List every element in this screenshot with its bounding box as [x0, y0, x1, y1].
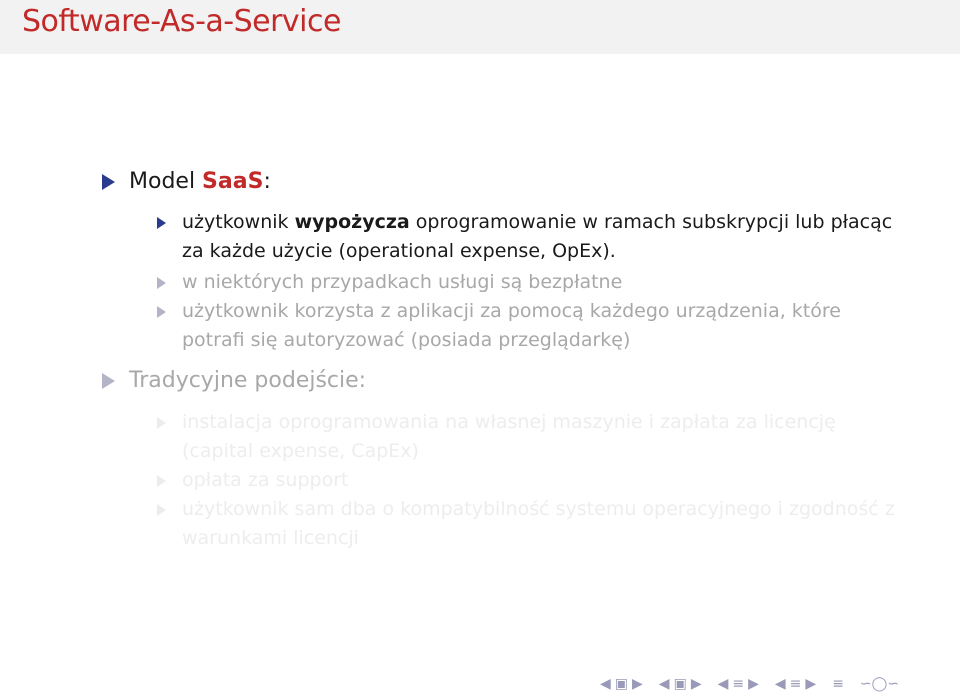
section2-item-3 [155, 495, 915, 553]
nav-first-icon[interactable]: ◀ [600, 676, 611, 692]
section2-heading [102, 367, 366, 395]
bullet-triangle-icon [157, 504, 166, 516]
nav-appendix-icon[interactable]: ≡ [832, 676, 844, 692]
bullet-triangle-icon [157, 417, 166, 429]
bullet-triangle-icon [157, 306, 166, 318]
slide-title: Software-As-a-Service [22, 4, 341, 39]
item-text: użytkownik sam dba o kompatybilność systemu operacyjnego i zgodność z warunkami licencji [182, 498, 895, 549]
nav-next-icon[interactable]: ▶ [632, 676, 643, 692]
nav-section-icon[interactable]: ≡ [789, 676, 802, 692]
section1-label-suffix: : [263, 169, 271, 194]
bullet-triangle-icon [157, 217, 166, 229]
bullet-triangle-icon [157, 277, 166, 289]
section1-item-3 [155, 297, 915, 355]
section1-label-highlight: SaaS [202, 169, 264, 194]
item-text: opłata za support [182, 469, 349, 491]
nav-next-subsection-icon[interactable]: ▶ [748, 676, 759, 692]
slide-header [0, 0, 960, 54]
nav-prev-section-icon[interactable]: ◀ [774, 676, 786, 692]
item-text-bold: wypożycza [294, 211, 410, 233]
item-text: w niektórych przypadkach usługi są bezpłatne [182, 271, 623, 293]
section1-label-prefix: Model [129, 169, 203, 194]
section2-item-2 [155, 466, 915, 495]
nav-frame-icon[interactable]: ▣ [673, 676, 687, 692]
beamer-nav-bar [600, 674, 956, 694]
bullet-triangle-icon [157, 475, 166, 487]
item-text: użytkownik korzysta z aplikacji za pomocą każdego urządzenia, które potrafi się autoryzować (posiada przeglądarkę) [182, 300, 841, 351]
nav-subsection-icon[interactable]: ≡ [732, 676, 745, 692]
item-text: użytkownik [182, 211, 295, 233]
nav-next-section-icon[interactable]: ▶ [805, 676, 817, 692]
nav-slide-icon[interactable]: ▣ [614, 676, 629, 692]
section1-item-1 [155, 208, 915, 266]
item-text: oprogramowanie w ramach subskrypcji lub płacąc za każde użycie (operational expense, OpEx). [182, 211, 899, 262]
nav-search-icon[interactable]: ∽◯∽ [859, 676, 900, 692]
section2-label: Tradycyjne podejście: [129, 368, 367, 393]
nav-prev-subsection-icon[interactable]: ◀ [717, 676, 729, 692]
nav-next-frame-icon[interactable]: ▶ [690, 676, 702, 692]
section1-heading [102, 168, 271, 196]
section2-item-1 [155, 408, 915, 466]
bullet-triangle-icon [102, 174, 115, 190]
nav-prev-frame-icon[interactable]: ◀ [658, 676, 670, 692]
section1-item-2 [155, 268, 915, 297]
bullet-triangle-icon [102, 373, 115, 389]
item-text: instalacja oprogramowania na własnej maszynie i zapłata za licencję (capital expense, CapEx) [182, 411, 836, 462]
